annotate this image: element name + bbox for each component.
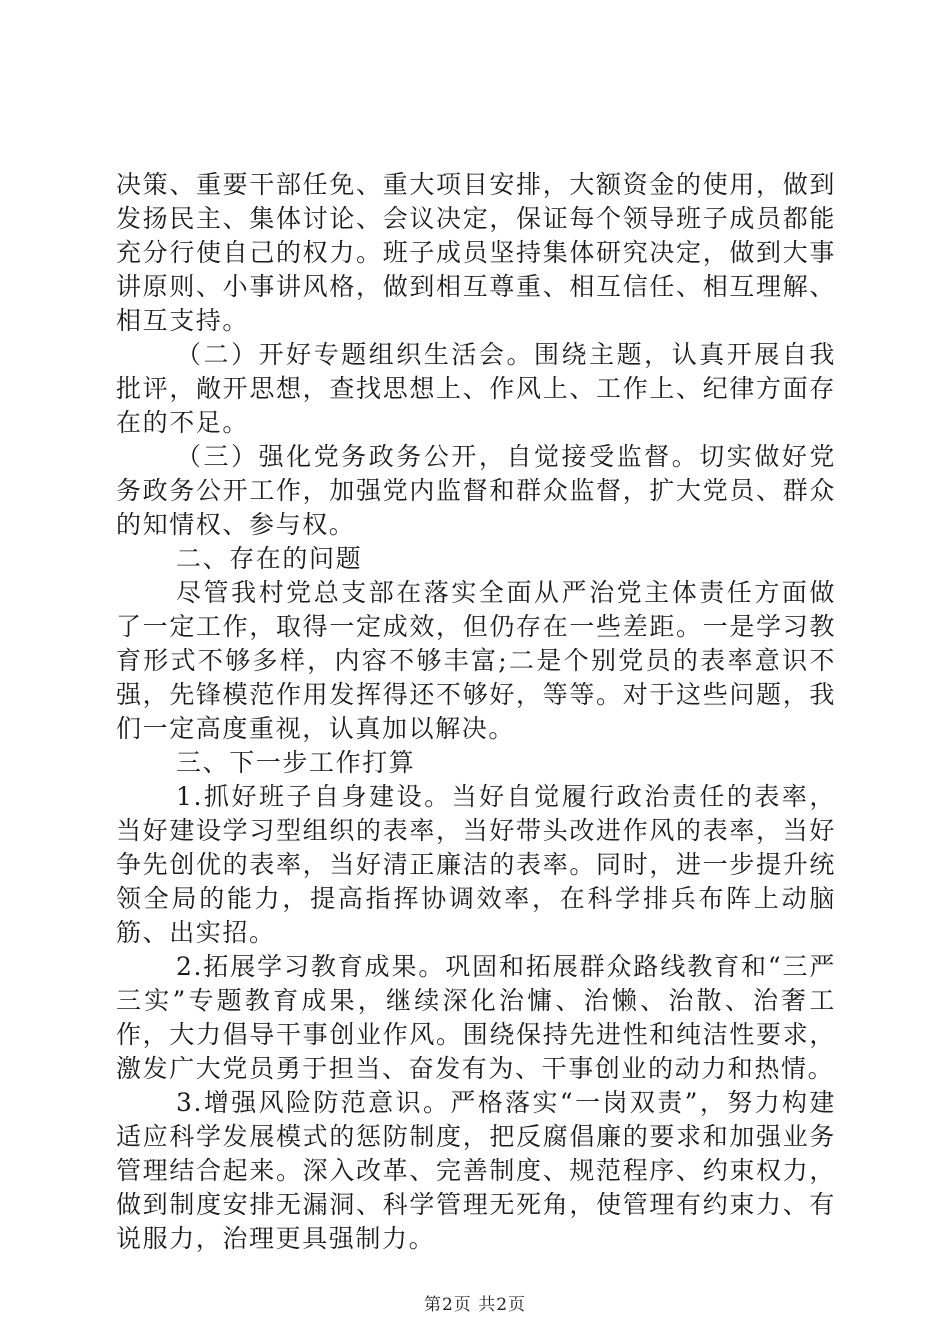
document-body <box>116 168 836 1256</box>
paragraph-step-3: 3.增强风险防范意识。严格落实“一岗双责”，努力构建适应科学发展模式的惩防制度，把反腐倡廉的要求和加强业务管理结合起来。深入改革、完善制度、规范程序、约束权力，做到制度安排无漏洞、科学管理无死角，使管理有约束力、有说服力，治理更具强制力。 <box>116 1088 836 1253</box>
section-heading-next-steps: 三、下一步工作打算 <box>176 748 416 777</box>
paragraph-step-2: 2.拓展学习教育成果。巩固和拓展群众路线教育和“三严三实”专题教育成果，继续深化治慵、治懒、治散、治奢工作，大力倡导干事创业作风。围绕保持先进性和纯洁性要求，激发广大党员勇于担当、奋发有为、干事创业的动力和热情。 <box>116 952 836 1083</box>
section-heading-problems: 二、存在的问题 <box>176 544 363 573</box>
paragraph-transparency: （三）强化党务政务公开，自觉接受监督。切实做好党务政务公开工作，加强党内监督和群众监督，扩大党员、群众的知情权、参与权。 <box>116 442 836 539</box>
paragraph-decision-making: 决策、重要干部任免、重大项目安排，大额资金的使用，做到发扬民主、集体讨论、会议决定，保证每个领导班子成员都能充分行使自己的权力。班子成员坚持集体研究决定，做到大事讲原则、小事讲风格，做到相互尊重、相互信任、相互理解、相互支持。 <box>116 170 836 335</box>
paragraph-step-1: 1.抓好班子自身建设。当好自觉履行政治责任的表率，当好建设学习型组织的表率，当好带头改进作风的表率，当好争先创优的表率，当好清正廉洁的表率。同时，进一步提升统领全局的能力，提高指挥协调效率，在科学排兵布阵上动脑筋、出实招。 <box>116 782 836 947</box>
paragraph-organization-meeting: （二）开好专题组织生活会。围绕主题，认真开展自我批评，敞开思想，查找思想上、作风上、工作上、纪律方面存在的不足。 <box>116 340 836 437</box>
page-number-footer: 第2页 共2页 <box>423 1295 527 1315</box>
paragraph-problems: 尽管我村党总支部在落实全面从严治党主体责任方面做了一定工作，取得一定成效，但仍存在一些差距。一是学习教育形式不够多样，内容不够丰富;二是个别党员的表率意识不强，先锋模范作用发挥得还不够好，等等。对于这些问题，我们一定高度重视，认真加以解决。 <box>116 578 836 743</box>
